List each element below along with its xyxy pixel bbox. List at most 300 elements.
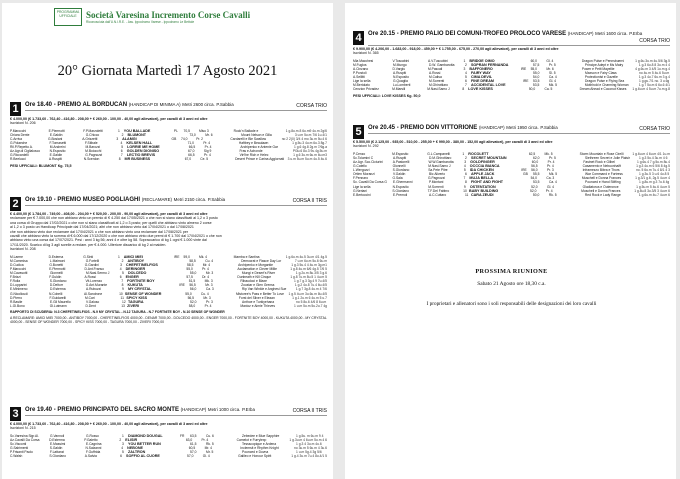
horse-name: SECRET MOUNTAIN	[471, 155, 507, 160]
race-5	[353, 125, 670, 197]
weight: 63,0	[185, 437, 193, 442]
breeding: Mamba e Santina	[233, 254, 260, 259]
sire-info: Cu. 4	[205, 258, 214, 263]
race-name: PREMIO PRINCIPATO DEL SACRO MONTE	[57, 407, 179, 413]
weight: 59,0	[183, 254, 190, 259]
race-distance: Metri 1950 circa.	[506, 125, 539, 130]
recent-form: 1 g.3 4u.7 6u.m 3 g.4	[638, 75, 671, 80]
breeding: Dragon Pulse e Pennsbuerni	[581, 58, 625, 63]
entries-list	[10, 434, 327, 459]
horse-name: CHEFETINELFIOS	[126, 262, 158, 267]
sire-info: Pr. 4	[545, 188, 553, 193]
breeding: Rock'n Ballade e	[233, 128, 259, 133]
owner: F.Pennaro	[353, 176, 369, 181]
horse-name: LORRIE ME HOME	[127, 145, 160, 150]
weight: 74,0	[181, 137, 188, 141]
weight: 53,5	[533, 180, 540, 185]
recent-form: no 4u.m 5 4u.6 5u.m	[639, 71, 670, 76]
breeding: Principe Adept e Ms Mairy	[584, 62, 624, 67]
weight: 52,0	[190, 299, 197, 304]
origin	[177, 454, 187, 458]
jockey: D.Deltorr	[49, 283, 64, 288]
jockey: E.Gil Maurello	[50, 299, 71, 304]
sire-info: Mr. 5	[206, 450, 214, 455]
horse-name: KELSEN HALL	[126, 141, 153, 146]
condition-line: Iscrizioni N. 215	[10, 426, 36, 431]
owner: F.Brizzi	[10, 275, 21, 280]
entries-list	[353, 152, 670, 197]
sire-info: Ca. 5	[544, 87, 553, 92]
trainer: W.W.Gambarotta	[428, 160, 454, 164]
jockey: D.Esterma	[49, 437, 65, 442]
weight: 52,0	[530, 188, 537, 193]
race-track: P.Sabbia	[216, 102, 234, 107]
breeding: Dragon Pulse e Flying Sea	[585, 79, 625, 84]
horse-name: MR BUSINESS	[124, 157, 151, 162]
trainer: G.Gardini	[84, 262, 99, 267]
horse-name: IDA CHICKEN	[469, 168, 494, 173]
horse-name: APPLE JACK	[471, 172, 495, 177]
breeding: Inclemsit e Rhythm Knight	[240, 446, 279, 451]
sire-info: Pr. 4	[204, 303, 212, 308]
next-meeting-heading: PROSSIMA RIUNIONE	[475, 268, 548, 275]
owner: G.Catello	[353, 164, 367, 169]
breeding: Maxson e Fairy Class	[585, 71, 617, 76]
entry-row	[10, 157, 327, 161]
sire-info: Cu. 6	[206, 433, 214, 438]
owner: G.Neriani	[353, 188, 367, 193]
race-distance: Metri 2600 circa.	[182, 102, 215, 107]
sire-info: Mk. 5	[544, 151, 553, 156]
horse-name: ZIVERI	[127, 303, 140, 308]
horse-name: SOFFIO AL CUORE	[126, 454, 160, 459]
jockey: S.Galdin	[49, 446, 63, 451]
trainer: D.M.Ghirottiaro	[429, 155, 452, 160]
horse-number: 13	[121, 303, 125, 308]
breeding: Gladiatorus e Outeronce	[582, 184, 619, 189]
trainer: G.Chicco	[85, 132, 100, 137]
condition-line: al 1,2 o 3 posto un Handicap Principale dal 17/04/2021; altri che non abbiano vinto dal 17/04/2021 o dal 17/08/2021	[10, 225, 194, 230]
owner: M.Larme	[10, 254, 24, 259]
horse-number: 2	[465, 155, 467, 160]
condition-line: € 4.400,00 (€ 1.784,00 - 749,00 - 408,00 - 204,00 + € 520,00 - 200,00 - 90,00 agli allevatori), per cavalli di 3 anni ed oltre	[10, 212, 208, 216]
breeding: Archipenko e Antenie Gar	[240, 145, 278, 150]
horse-number: 4	[120, 141, 123, 146]
condition-line: reclamare per € 7.000,00 che non abbiano vinto un premio di € 4.250 dal 17/05/2021 o che non si siano classificati al 1,2 o 3 posto	[10, 216, 218, 221]
breeding: Siethreen Secret e Jolie Plaisir	[585, 155, 630, 160]
weight: 71,0	[187, 141, 194, 146]
jockey: E.Premoli	[392, 192, 408, 197]
race-header	[353, 31, 670, 46]
race-header	[10, 407, 327, 421]
horse-name: SPICY KISS	[126, 295, 148, 300]
origin	[523, 193, 533, 197]
weight: 54,0	[532, 75, 540, 80]
horse-name: GOLDEN DIONISO	[126, 149, 160, 154]
race-track: P.Erba	[242, 407, 255, 412]
race-track: P.Sabbia	[540, 125, 558, 130]
official-weights-note: PESI UFFICIALI: BLUMONT Kg. 75,5	[10, 163, 72, 168]
recent-form: 1 g.6u.m 4 6u.m 4/1 1u.m	[632, 151, 670, 156]
horse-number: 2	[464, 62, 467, 67]
jockey: Gl.Lutmann	[49, 303, 67, 308]
sire-info: Pr. 4	[546, 164, 554, 169]
owner: G.Nicolloudi	[10, 291, 28, 296]
trainer: G.Sinti	[83, 254, 94, 259]
jockey: N.Esposito	[49, 149, 66, 154]
program-page-left	[2, 3, 333, 479]
race-info	[368, 31, 670, 46]
weight: 67,0	[188, 149, 195, 154]
race-number: 4	[353, 31, 364, 45]
owner: E.Bertoccini	[353, 192, 371, 197]
condition-line: che non abbiano vinto due reclamare dal 17/04/2021 o che non abbiano vinto una reclamare dal 17/08/2021 per	[10, 229, 189, 234]
breeding: Galileo e Honour Spirit	[238, 454, 272, 459]
sire-info: Gl. 4	[546, 58, 554, 63]
horse-name: TAGURA	[128, 299, 144, 304]
recent-form: 1 g.8u.8 3u.3/5 3 4u.m 6	[634, 188, 671, 193]
horse-name: BLUMONT	[127, 132, 146, 137]
trainer: M.Nasi.Samo J	[428, 164, 451, 169]
race-time: Ore 19.40	[25, 407, 53, 413]
race-title: Ore 18.40 - PREMIO AL BORDUCAN (HANDICAP DI MINIMA A) Metri 2600 circa. P.Sabbia CORSA TRIO	[25, 102, 327, 109]
condition-line: € 4.000,00 (€ 1.733,60 - 762,40 - 416,80 - 208,00 + € 260,00 - 100,00 - 40,00 agli allevatori), per cavalli di 3 anni ed oltre	[10, 117, 208, 121]
race-time: Ore 19.10	[25, 197, 53, 203]
entry-row	[353, 193, 670, 197]
trainer: N.Scerdon	[83, 157, 100, 162]
owner: Sc.Tolamini C	[353, 155, 374, 160]
org-subtitle: Riconosciuta dall'U.N.I.R.E. - Ass. Ippodromo Varese - Ippodromo Le Bettole	[86, 20, 195, 24]
horse-name: ACCIDENTAL LOVE	[470, 83, 506, 88]
condition-line: Iscrizioni N. 208	[10, 247, 36, 252]
owner: M.Bertolato	[353, 83, 370, 88]
trainer: M.Pascali	[427, 67, 443, 71]
trainer: D.W. Gambarotta	[428, 62, 455, 67]
weight: 58,0	[188, 303, 196, 308]
trainer: A.Grizzetti	[82, 137, 98, 141]
trainer: M.Calisa	[428, 75, 442, 80]
race-track: P.Sabbia	[207, 197, 226, 202]
responsibility-note: I proprietari e allenatori sono i soli responsabili delle designazioni dei loro cavalli	[426, 301, 597, 307]
trainer: M.Boiocchi	[85, 149, 102, 154]
recent-form: 4 g.6u.m 3 4/5 1u.m g.4	[635, 67, 670, 71]
sire-info: Mr. 3	[205, 271, 214, 276]
bet-type: CORSA TRIO	[296, 103, 327, 109]
breeding: Anthoe e Turkiyehana	[242, 299, 275, 304]
trainer: T.F.Del Fabbro	[427, 188, 450, 193]
horse-number: 5	[464, 75, 467, 80]
race-type: (HANDICAP)	[180, 407, 207, 412]
owner: P.Porzioli	[353, 71, 367, 76]
horse-name: OCCCIA BIANCA	[469, 164, 500, 169]
race-time: Ore 18.40	[25, 102, 53, 108]
trainer: E.Cagnina	[86, 442, 102, 446]
horse-name: NEBONE	[127, 446, 143, 451]
sire-info: Ce. 5	[200, 157, 209, 162]
race-info	[368, 125, 670, 134]
jockey: N.Cobelli	[48, 291, 63, 296]
horse-name: ENGER	[125, 275, 139, 280]
owner: M.Fuglos	[353, 62, 367, 67]
horse-name: FINE DREAM	[471, 79, 494, 84]
origin: IRE	[523, 79, 529, 84]
horse-number: 2	[121, 132, 124, 137]
recent-form: 1 u.m 5u.m 5u.2u.7 4g	[294, 303, 328, 308]
horse-number: 5	[463, 168, 466, 173]
condition-line: abbiano vinto una corsa dal 17/07/2021. Pesi : anni 3 kg 56; anni 4 e oltre kg 58. Sopraccarico di kg 1 ogni € 1.000 vinte dal	[10, 238, 207, 243]
next-meeting-date: Sabato 21 Agosto ore 18,30 c.a.	[477, 281, 546, 287]
owner: Ril.P.Repetto A.	[10, 145, 33, 150]
condition-line: Iscrizioni N. 292	[353, 144, 379, 149]
horse-number: 3	[122, 442, 124, 446]
horse-name: SENSE OF WONDER	[124, 291, 162, 296]
origin: GB	[523, 172, 528, 177]
sire-info: Mr. 3	[205, 283, 213, 288]
breeding: Desert Prince e Carina Aggiornati	[235, 157, 285, 162]
entry-row	[10, 304, 327, 308]
breeding: Inframezzo Bibra e Thors	[582, 168, 620, 173]
breeding: Mistoree's Pass e Better To Love	[235, 291, 284, 296]
horse-number: 7	[120, 153, 123, 158]
origin: IRE	[520, 67, 527, 71]
owner: P.Marocchi	[10, 128, 27, 133]
horse-number: 2	[119, 437, 122, 442]
race-number: 1	[10, 102, 21, 116]
recent-form: 3 u.m 5u.m 7/6 1u.4/1	[294, 132, 327, 137]
trainer: D.Dent	[85, 303, 96, 308]
sire-info: Mr. 4	[204, 446, 212, 451]
horse-number: 3	[464, 160, 467, 164]
breeding: Muschell e Donna Frances	[581, 176, 622, 181]
horse-number: 1	[117, 254, 120, 259]
sire-info: Pr. 5	[549, 155, 556, 160]
recent-form: 1 g.2u.m 8u.3/5 3 g.6	[295, 271, 328, 276]
horse-number: 8	[121, 283, 124, 288]
bet-type: CORSA II TRIS	[292, 198, 327, 204]
breeding: Mungi e Desert's River	[241, 271, 276, 276]
jockey: E.Ghermanni	[393, 180, 413, 185]
owner: G.Polaeche	[10, 141, 28, 146]
recent-form: 1 g.6u.4 7 g.5u.m 8u.4	[637, 160, 671, 164]
breeding: Archipenko e Morgantie	[238, 262, 273, 267]
condition-line: € 9.900,00 (€ 4.206,00 - 1.683,00 - 918,00 - 459,00 + € 1.755,00 - 675,00 - 270,00 agli allevatori), per cavalli di 3 anni ed oltre	[353, 47, 559, 51]
weight: 53,5	[533, 79, 540, 84]
breeding: War Command e Fortress	[585, 172, 623, 177]
sire-info: Sl. 5	[549, 71, 556, 76]
jockey: E.Galdin	[49, 153, 63, 158]
origin	[175, 157, 185, 161]
recent-form: 1 g.3u.m 4 6u.m 5u.m 4 6	[289, 437, 327, 442]
sire-info: Pr. 5	[548, 62, 556, 67]
trainer: G.Ant.Murante	[85, 283, 108, 288]
trainer: A.V.Tuscubini	[427, 58, 448, 63]
breeding: Pounced e Hand Stifting	[585, 180, 621, 185]
recent-form: 1 g.6u.m 4 5u.m 7u.m g.8	[632, 87, 670, 92]
jockey: E.Massimi	[50, 442, 66, 446]
race-info	[25, 407, 327, 416]
horse-number: 10	[119, 291, 123, 296]
jockey: N.Esposito	[392, 75, 409, 80]
jockey: Gionnelli	[392, 164, 406, 169]
entry-row	[10, 454, 327, 458]
race-title: Ore 19.40 - PREMIO PRINCIPATO DEL SACRO MONTE (HANDICAP) Metri 1000 circa. P.Erba CORSA II TRIS	[25, 407, 327, 414]
horse-name: DERINGER	[125, 266, 146, 271]
recent-form: 1 g.6u.m 4u.5 3u.m 4/1 4g.5	[285, 254, 327, 259]
sire-info: Rk. 5	[548, 192, 557, 197]
horse-name: FORTNITE BOY	[127, 279, 155, 284]
condition-line: 17/11/2020. Scarico di kg 3 agli sorelle a reclam. per € 4.000. Ulteriore discarico di kg 2 ai maiden.	[10, 242, 167, 247]
jockey: M.Andreini	[49, 145, 66, 150]
recent-form: 1 g.3 4 3u.m 4u.6	[296, 442, 322, 446]
trainer: G.Pagnozzi	[427, 176, 446, 181]
org-name: Società Varesina Incremento Corse Cavalli	[86, 10, 251, 20]
condition-line: € 4.000,00 (€ 1.733,60 - 762,40 - 416,80 - 208,00 + € 260,00 - 100,00 - 40,00 agli allevatori), per cavalli di 3 anni ed oltre	[10, 422, 208, 426]
horse-name: SOPRAN FERNANDA	[470, 62, 509, 67]
horse-number: 6	[119, 275, 122, 280]
recent-form: 1 g.3 5u.4 4 4u.m 3g.m1	[291, 262, 328, 267]
race-distance: Metri 1600 circa.	[595, 31, 628, 36]
recent-form: 1 g.6 3u.m 6u.m 6u.m3	[293, 153, 328, 158]
breeding: Storm Mountain e Rose Cirelli	[579, 151, 624, 156]
trainer: A.Rubuzzi	[85, 287, 101, 292]
sire-info: Ca. 3	[546, 176, 555, 181]
race-1	[10, 102, 327, 168]
horse-number: 5	[121, 271, 124, 276]
race-header	[10, 197, 327, 211]
horse-number: 9	[121, 287, 124, 292]
owner: C.Arriva	[10, 137, 22, 141]
condition-line: Iscrizioni N. 206	[10, 121, 36, 126]
origin	[179, 304, 189, 308]
weight: 66,5	[188, 153, 195, 158]
horse-number: 1	[462, 151, 465, 156]
trainer: A.Rossi	[84, 275, 96, 280]
horse-number: 11	[464, 192, 469, 197]
meeting-title: 20° Giornata Martedì 17 Agosto 2021	[57, 63, 278, 79]
recent-form: 1 g.gu.7/1 no. 3 u.6g	[639, 79, 670, 84]
breeding: Haftbey e Beaulawn	[238, 141, 269, 146]
recent-form: 3 u.m 5u.m 5u.m 4u.5 4u.6	[287, 157, 327, 162]
breeding: Dream Ahead e Coconut Kisses	[579, 87, 627, 92]
jockey: M.Marsili	[392, 87, 406, 92]
condition-line: Iscrizioni N. 365	[353, 51, 379, 56]
weight: 56,5	[189, 283, 196, 288]
owner: Lige la sella	[353, 79, 371, 84]
horse-number: 7	[121, 279, 124, 284]
jockey: D.Esterma	[49, 287, 66, 292]
origin: PL	[173, 128, 178, 133]
jockey: G.Bosiani	[48, 137, 63, 141]
horse-number: 8	[462, 87, 465, 92]
sire-info: Sig 9	[203, 149, 212, 154]
scuderia-note: RAPPORTO DI SCUDERIA: N.3 CHEFETINELFIOS - N.9 MY CRYSTAL - N.12 TAGURA - N.7 FORTNITE BOY - N.10 SENSE OF WONDER	[10, 309, 225, 314]
owner: Sc.Visconti	[10, 442, 27, 446]
sire-info: Pr. 2	[196, 137, 203, 141]
trainer: A.Rossi	[429, 71, 441, 76]
horse-name: YOU BALLADE	[123, 128, 151, 133]
weight: 56,5	[531, 164, 538, 169]
recent-form: 1 u.m 5g.4 3g 5/6	[296, 450, 322, 455]
bet-type: CORSA TRIO	[639, 126, 670, 132]
horse-name: DIAMOND DOUGAL	[128, 433, 163, 438]
horse-number: 4	[121, 446, 124, 451]
breeding: Ribaudoci e Blaxe	[240, 279, 267, 284]
recent-form: 1 g.2 4u.8 7u.4 6u.4/5	[294, 283, 327, 288]
breeding: Cardarelli e Ble Swallow	[230, 137, 266, 141]
owner: A.Sellitti	[353, 75, 365, 80]
breeding: Muschell e Donna Frances	[581, 188, 621, 193]
weight: 70,5	[183, 128, 190, 133]
recent-form: 1 g.4 3u.m 7u.4 8u.4/1 5	[291, 454, 328, 459]
horse-number: 12	[122, 299, 126, 304]
entries-list	[353, 59, 670, 92]
owner: G.Salrimenti	[10, 446, 29, 451]
trainer: F.Guffrida	[86, 450, 101, 455]
breeding: Tessscopique e Ardena	[242, 442, 277, 446]
horse-name: KUKUTA	[127, 283, 143, 288]
sire-info: Gl. 4	[202, 454, 210, 459]
jockey: Lu.Lomberti	[392, 83, 411, 88]
weight: 58,5	[189, 258, 196, 263]
sire-info: Gl. 4	[549, 79, 556, 84]
jockey: A.Pastorelli	[392, 160, 410, 164]
horse-number: 6	[120, 454, 122, 459]
jockey: M.Esposito	[392, 151, 409, 156]
sire-info: Ca. 3	[205, 287, 214, 292]
horse-number: 3	[116, 137, 119, 141]
race-conditions	[10, 422, 327, 431]
origin	[519, 87, 529, 91]
horse-name: ROCOLETT	[468, 151, 489, 156]
weight: 60,0	[531, 160, 539, 164]
sire-info: Mk. 5	[549, 172, 558, 177]
race-conditions	[353, 140, 670, 149]
race-title: Ore 19.10 - PREMIO MUSEO POGLIAGHI (RECLAMARE) Metri 2150 circa. P.Sabbia CORSA II TRIS	[25, 197, 327, 204]
breeding: Red Rock e Lady Range	[584, 192, 621, 197]
breeding: Zebedee e Blue Sapphire	[242, 433, 280, 438]
horse-number: 2	[121, 258, 124, 263]
horse-number: 10	[463, 188, 467, 193]
recent-form: 1 g.3u.5 3 u.6 4u.8 5	[639, 172, 670, 177]
recent-form: no 5 8u.6 4/6 8 6u.m	[296, 299, 327, 304]
horse-name: AMICI MIEI	[123, 254, 143, 259]
entries-list	[10, 255, 327, 308]
owner: L.Gl.Bono	[10, 303, 25, 308]
trainer: Sa.Pete Pitre	[428, 168, 448, 173]
sire-info: Gl. 4	[547, 184, 554, 189]
jockey: S.Giordano	[392, 188, 410, 193]
jockey: D.Esterna	[48, 254, 64, 259]
recent-form: 1 g.8 7u.m 8u.5 1 4u.m 5	[290, 275, 327, 280]
weight: 56,5	[187, 295, 194, 300]
recent-form: 7 u.m 6u.m 5u.6 6u.m	[294, 258, 327, 263]
owner: D.Lupparini	[10, 283, 27, 288]
trainer: Al.Sandrone	[84, 291, 103, 296]
horse-number: 8	[465, 180, 467, 185]
race-info	[25, 102, 327, 111]
recent-form: 1 g.5 4u.m 3u.6u.m 8u.4/5	[288, 291, 328, 296]
horse-number: 4	[463, 164, 466, 169]
breeding: Forst del Silver e Eleaan	[238, 295, 275, 300]
weight: 50,0	[532, 192, 540, 197]
programma-ufficiale-logo: PROGRAMMA UFFICIALE	[54, 8, 82, 26]
jockey: Gionnelli	[49, 271, 63, 276]
horse-number: 1	[117, 128, 120, 133]
breeding: Power e Petit Mayellie	[581, 67, 615, 71]
recent-form: 1 g.8u.m 8 6u.m9 4u.m 2g/6	[285, 128, 327, 133]
weight: 57,0	[187, 454, 194, 459]
reclamare-note: A RECLAMARE: AMICI MIEI 7000,00 - ANTIBOY 7000,00 - CHEFETINELFIOS 4000,00 - DENAR 7000,00 - DOLCEDO 4000,00 - ENGER 7000,00 - FORTNITE BOY 4000,00 - KUKUTA 4000,00 - MY CRYSTAL 4000,00 - SENSE OF WONDER 7000,00 - SPICY KISS 7000,00 - TAGURA 7000,00 - ZIVERI 7000,00	[10, 315, 327, 325]
